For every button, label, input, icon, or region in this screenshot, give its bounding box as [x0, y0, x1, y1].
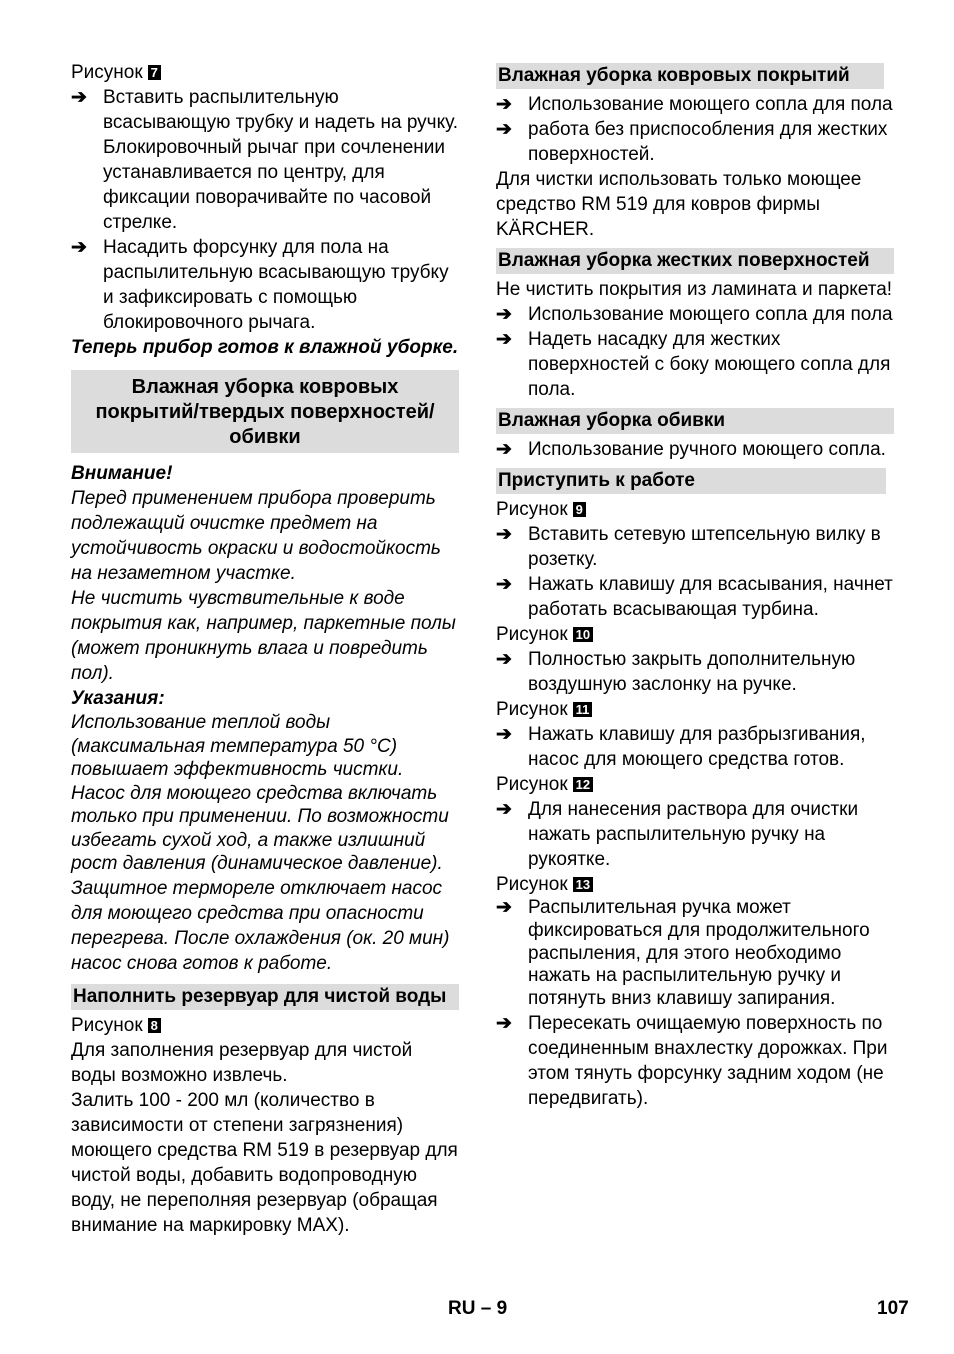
arrow-icon: ➔ [71, 87, 87, 108]
list-item: ➔ Вставить распылительную всасывающую трубку и надеть на ручку. Блокировочный рычаг при сочленении устанавливается по центру, для фиксации поворачивайте по часовой стрелке. [71, 87, 458, 233]
subsection-heading: Влажная уборка ковровых покрытий [496, 63, 884, 89]
list-item: ➔ Полностью закрыть дополнительную воздушную заслонку на ручке. [496, 649, 856, 695]
paragraph: Не чистить покрытия из ламината и паркета! [496, 279, 893, 300]
footer-section-label: RU – 9 [448, 1298, 508, 1319]
figure-ref-7: Рисунок 7 [71, 60, 459, 85]
attention-label: Внимание! [71, 463, 173, 484]
figure-ref-10: Рисунок 10 [496, 622, 894, 647]
list-item: ➔ Надеть насадку для жестких поверхностей с боку моющего сопла для пола. [496, 329, 891, 400]
list-item: ➔ Нажать клавишу для разбрызгивания, насос для моющего средства готов. [496, 724, 866, 770]
arrow-icon: ➔ [496, 649, 512, 670]
attention-text: Не чистить чувствительные к воде покрытия как, например, паркетные полы (может проникнуть влага и повредить пол). [71, 588, 456, 684]
list-item: ➔ Распылительная ручка может фиксироваться для продолжительного распыления, для этого необходимо нажать на распылительную ручку и потянуть вниз клавишу запирания. [496, 897, 870, 1010]
note-text: Насос для моющего средства включать только при применении. По возможности избегать сухой ход, а также излишний рост давления (динамическое давление). [71, 782, 449, 874]
arrow-icon: ➔ [496, 329, 512, 350]
paragraph: Залить 100 - 200 мл (количество в зависимости от степени загрязнения) моющего средства RM 519 в резервуар для чистой воды, добавить водопроводную воду, не переполняя резервуар (обращая внимание на маркировку MAX). [71, 1089, 458, 1236]
arrow-icon: ➔ [71, 237, 87, 258]
list-item: ➔ Вставить сетевую штепсельную вилку в розетку. [496, 524, 881, 570]
paragraph: Для заполнения резервуар для чистой воды возможно извлечь. [71, 1039, 413, 1086]
page-number: 107 [877, 1298, 909, 1319]
list-item: ➔ Использование ручного моющего сопла. [496, 439, 886, 460]
figure-ref-12: Рисунок 12 [496, 772, 894, 797]
figure-ref-13: Рисунок 13 [496, 872, 894, 897]
arrow-icon: ➔ [496, 119, 512, 140]
subsection-heading: Наполнить резервуар для чистой воды [71, 984, 459, 1010]
arrow-icon: ➔ [496, 724, 512, 745]
arrow-icon: ➔ [496, 94, 512, 115]
arrow-icon: ➔ [496, 1012, 512, 1034]
arrow-icon: ➔ [496, 524, 512, 545]
list-item: ➔ Пересекать очищаемую поверхность по соединенным внахлестку дорожках. При этом тянуть форсунку задним ходом (не передвигать). [496, 1012, 888, 1109]
figure-ref-11: Рисунок 11 [496, 697, 894, 722]
section-heading: Влажная уборка ковровых покрытий/твердых поверхностей/обивки [71, 370, 459, 453]
arrow-icon: ➔ [496, 439, 512, 460]
subsection-heading: Влажная уборка жестких поверхностей [496, 248, 894, 274]
arrow-icon: ➔ [496, 574, 512, 595]
subsection-heading: Приступить к работе [496, 468, 886, 494]
left-column [71, 60, 459, 1238]
note-text: Использование теплой воды (максимальная температура 50 °C) повышает эффективность чистки. [71, 712, 404, 780]
arrow-icon: ➔ [496, 304, 512, 325]
list-item: ➔ Нажать клавишу для всасывания, начнет работать всасывающая турбина. [496, 574, 893, 620]
subsection-heading: Влажная уборка обивки [496, 408, 894, 434]
ready-note: Теперь прибор готов к влажной уборке. [71, 337, 459, 358]
figure-ref-8: Рисунок 8 [71, 1013, 459, 1038]
figure-ref-9: Рисунок 9 [496, 497, 894, 522]
right-column [496, 60, 894, 1111]
notes-label: Указания: [71, 688, 165, 709]
note-text: Защитное термореле отключает насос для моющего средства при опасности перегрева. После охлаждения (ок. 20 мин) насос снова готов к работе. [71, 877, 450, 974]
attention-text: Перед применением прибора проверить подлежащий очистке предмет на устойчивость окраски и водостойкость на незаметном участке. [71, 488, 441, 584]
arrow-icon: ➔ [496, 897, 512, 918]
list-item: ➔ Насадить форсунку для пола на распылительную всасывающую трубку и зафиксировать с помощью блокировочного рычага. [71, 237, 449, 333]
list-item: ➔ работа без приспособления для жестких поверхностей. [496, 119, 888, 165]
paragraph: Для чистки использовать только моющее средство RM 519 для ковров фирмы KÄRCHER. [496, 169, 862, 240]
list-item: ➔ Использование моющего сопла для пола [496, 94, 893, 115]
list-item: ➔ Для нанесения раствора для очистки нажать распылительную ручку на рукоятке. [496, 799, 859, 870]
list-item: ➔ Использование моющего сопла для пола [496, 304, 893, 325]
arrow-icon: ➔ [496, 799, 512, 820]
